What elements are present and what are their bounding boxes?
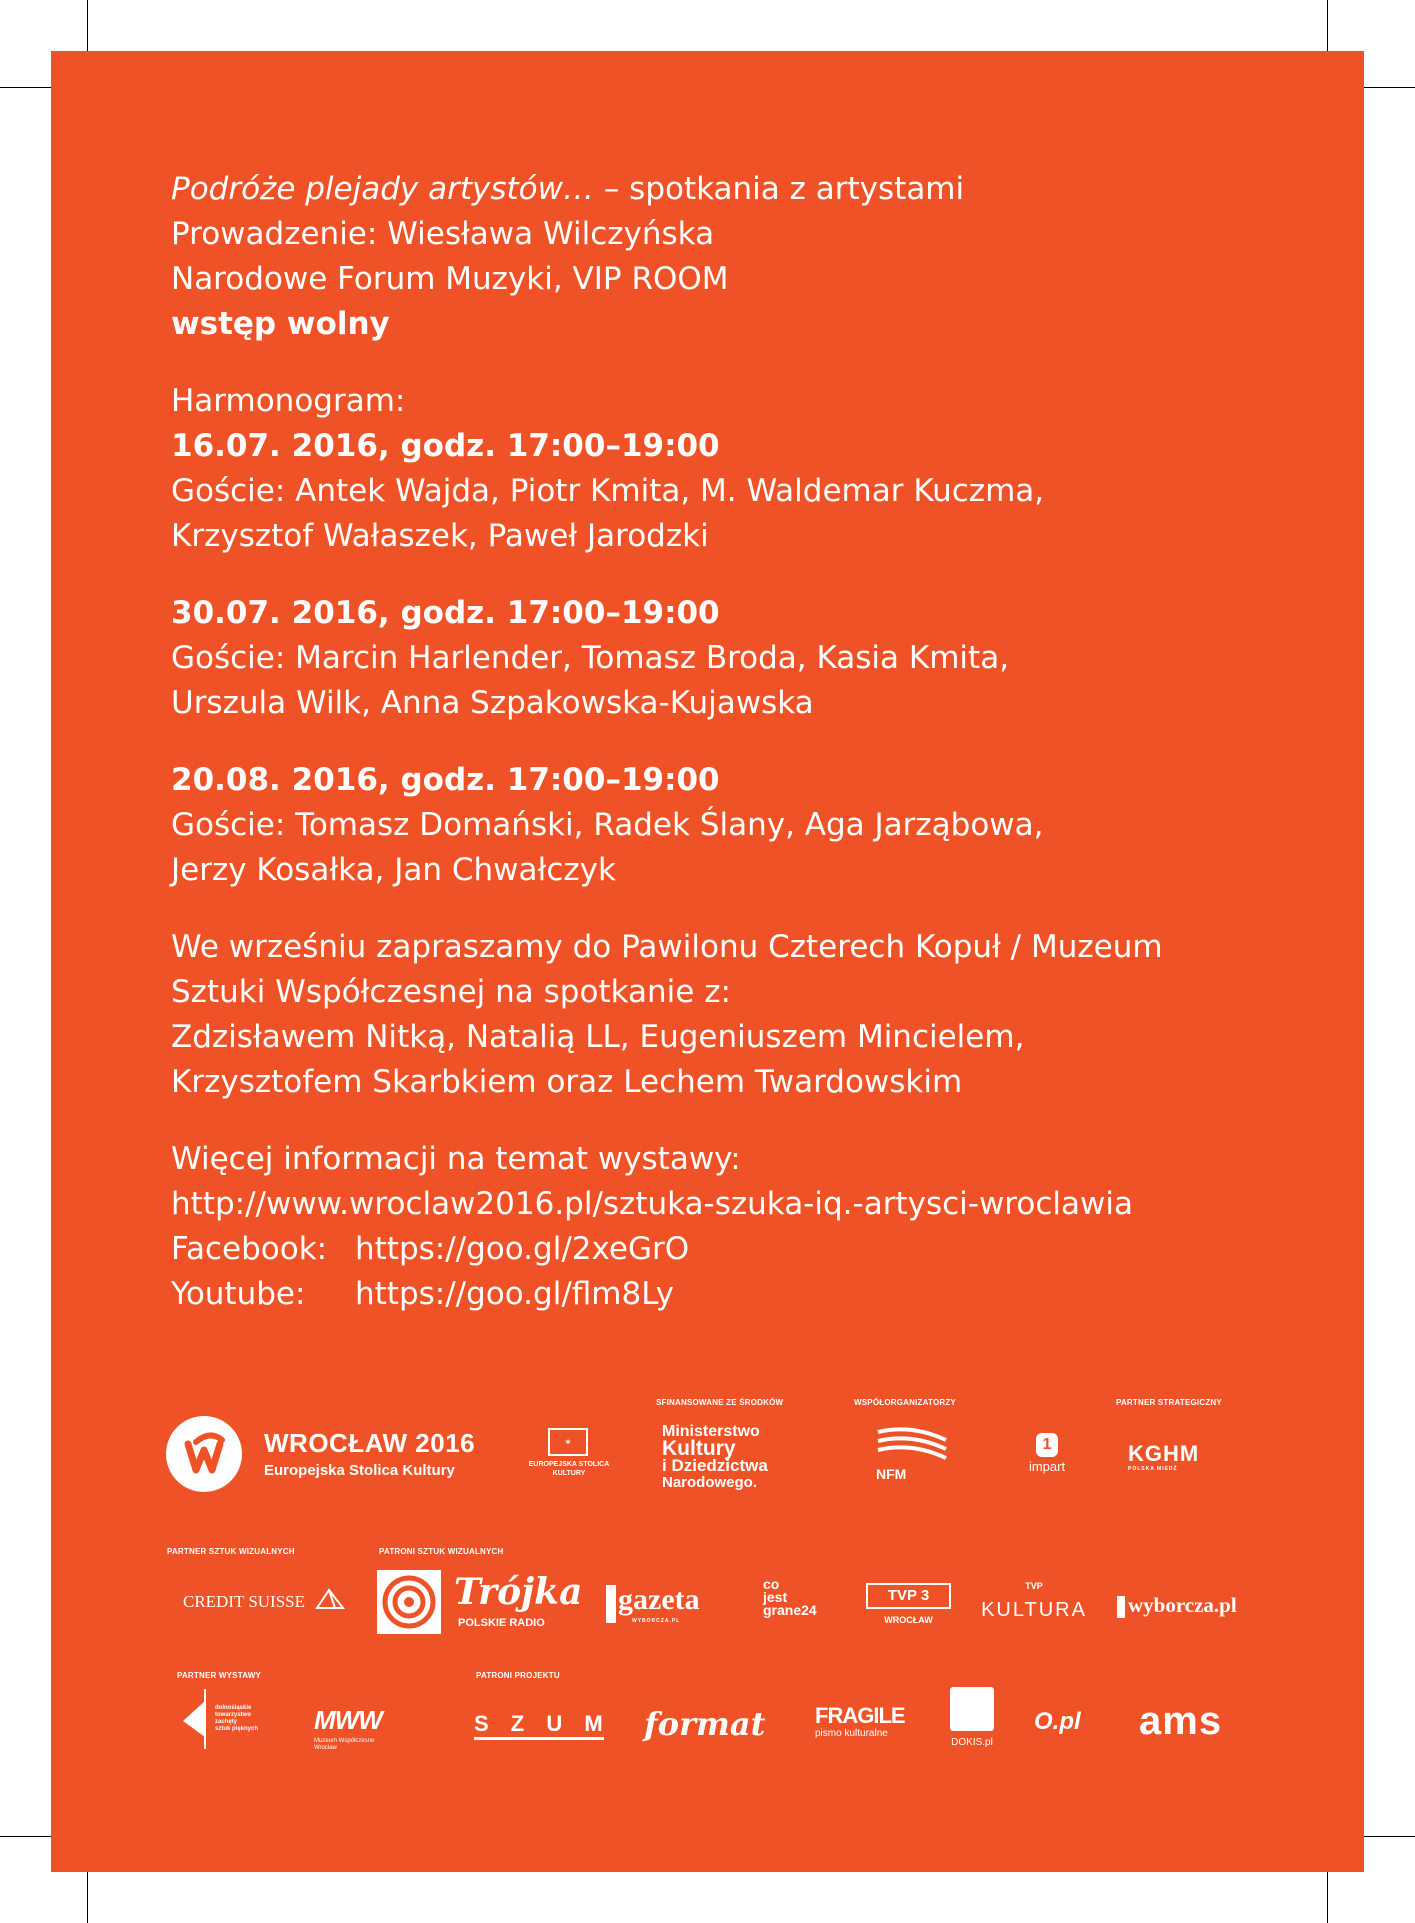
title-italic: Podróże plejady artystów… [171, 171, 594, 207]
kghm-logo [1128, 1441, 1238, 1481]
trojka-text: Trójka [454, 1571, 583, 1613]
gazeta-logo [606, 1583, 731, 1627]
event-guests: Krzysztof Wałaszek, Paweł Jarodzki [171, 518, 709, 554]
o-pl-text: O.pl [1034, 1708, 1081, 1735]
youtube-link[interactable]: https://goo.gl/flm8Ly [355, 1276, 674, 1312]
label-financed: SFINANSOWANE ZE ŚRODKÓW [656, 1398, 784, 1407]
gazeta-sub: WYBORCZA.PL [632, 1618, 681, 1624]
crop-mark [0, 87, 52, 88]
szum-text: S Z U M [474, 1711, 604, 1740]
tpsp-icon [181, 1687, 213, 1751]
tpsp-logo [181, 1687, 291, 1757]
event-date: 16.07. 2016, godz. 17:00–19:00 [171, 428, 720, 464]
kghm-text: KGHM [1128, 1441, 1200, 1466]
september-line: Krzysztofem Skarbkiem oraz Lechem Twardowskim [171, 1064, 963, 1100]
more-info-heading: Więcej informacji na temat wystawy: [171, 1141, 741, 1177]
crop-mark [87, 1871, 88, 1923]
tpsp-line: zachęty [215, 1719, 238, 1725]
wroclaw-w-icon [166, 1416, 242, 1492]
ministry-line: Narodowego. [662, 1474, 758, 1491]
tpsp-line: sztuk pięknych [215, 1726, 259, 1732]
gazeta-block-icon [606, 1585, 616, 1623]
flyer-text [171, 167, 1351, 1317]
tvp-kultura-logo [979, 1581, 1089, 1631]
exhibition-url[interactable]: http://www.wroclaw2016.pl/sztuka-szuka-iq.-artysci-wroclawia [171, 1186, 1133, 1222]
facebook-label: Facebook: [171, 1231, 328, 1267]
impart-icon: 1 [1036, 1433, 1058, 1457]
event-guests: Goście: Antek Wajda, Piotr Kmita, M. Waldemar Kuczma, [171, 473, 1045, 509]
crop-mark [1363, 1836, 1415, 1837]
format-logo [644, 1705, 774, 1745]
entry-line: wstęp wolny [171, 306, 390, 342]
fragile-sub: pismo kulturalne [815, 1728, 888, 1739]
event-guests: Goście: Tomasz Domański, Radek Ślany, Aga Jarząbowa, [171, 807, 1044, 843]
label-patrons-project: PATRONI PROJEKTU [476, 1671, 560, 1680]
format-text: format [644, 1705, 766, 1743]
event-guests: Jerzy Kosałka, Jan Chwałczyk [171, 852, 616, 888]
trojka-logo [376, 1569, 583, 1639]
cojestgrane-line: jest [763, 1589, 788, 1605]
title-rest: – spotkania z artystami [593, 171, 965, 207]
event-guests: Urszula Wilk, Anna Szpakowska-Kujawska [171, 685, 814, 721]
nfm-text: NFM [876, 1466, 907, 1482]
label-strategic: PARTNER STRATEGICZNY [1116, 1398, 1222, 1407]
event-title [171, 167, 1351, 212]
credit-suisse-text: CREDIT SUISSE [183, 1592, 306, 1611]
label-patrons-visual: PATRONI SZTUK WIZUALNYCH [379, 1547, 504, 1556]
tpsp-text [215, 1705, 258, 1733]
dokis-text: DOKIS.pl [951, 1737, 993, 1748]
venue-line: Narodowe Forum Muzyki, VIP ROOM [171, 261, 729, 297]
sails-icon [315, 1588, 345, 1610]
host-line: Prowadzenie: Wiesława Wilczyńska [171, 216, 715, 252]
label-partner-exhibition: PARTNER WYSTAWY [177, 1671, 262, 1680]
cojestgrane-logo [763, 1578, 843, 1633]
impart-text: impart [1028, 1459, 1066, 1474]
cojestgrane-line: co [763, 1576, 780, 1592]
event-guests: Goście: Marcin Harlender, Tomasz Broda, Kasia Kmita, [171, 640, 1010, 676]
impart-logo [1017, 1433, 1077, 1483]
trojka-sub: POLSKIE RADIO [458, 1617, 545, 1629]
crop-mark [1327, 0, 1328, 52]
ams-text: ams [1139, 1699, 1223, 1743]
tvp-kultura-text: KULTURA [981, 1599, 1087, 1621]
fragile-text: FRAGILE [815, 1703, 905, 1728]
crop-mark [1363, 87, 1415, 88]
september-line: Sztuki Współczesnej na spotkanie z: [171, 974, 731, 1010]
ministry-line: Kultury [662, 1437, 736, 1460]
trojka-icon [376, 1569, 442, 1635]
facebook-link[interactable]: https://goo.gl/2xeGrO [355, 1231, 690, 1267]
crop-mark [1327, 1871, 1328, 1923]
schedule-heading: Harmonogram: [171, 383, 406, 419]
cojestgrane-line: grane24 [763, 1602, 817, 1618]
tpsp-line: dolnośląskie [215, 1705, 252, 1711]
szum-logo [474, 1711, 611, 1743]
tvp3-sub: WROCŁAW [884, 1615, 933, 1625]
flyer-panel [51, 51, 1364, 1872]
wroclaw-subtitle: Europejska Stolica Kultury [264, 1462, 455, 1479]
wyborcza-logo [1117, 1593, 1257, 1623]
gazeta-text: gazeta [618, 1583, 700, 1616]
tvp3-text: TVP 3 [866, 1583, 951, 1609]
event-date: 20.08. 2016, godz. 17:00–19:00 [171, 762, 720, 798]
facebook-row [171, 1227, 1351, 1272]
o-pl-logo [1034, 1708, 1104, 1748]
ecoc-text: EUROPEJSKA STOLICA KULTURY [528, 1461, 610, 1477]
ministry-line: Ministerstwo [662, 1423, 760, 1440]
wroclaw-2016-logo [166, 1416, 506, 1496]
september-line: We wrześniu zapraszamy do Pawilonu Czterech Kopuł / Muzeum [171, 929, 1163, 965]
mww-text: MWW [314, 1705, 382, 1735]
mww-logo [314, 1705, 414, 1765]
dokis-icon [950, 1687, 994, 1731]
label-partner-visual: PARTNER SZTUK WIZUALNYCH [167, 1547, 295, 1556]
kghm-sub: POLSKA MIEDŹ [1128, 1466, 1178, 1472]
credit-suisse-logo [183, 1588, 353, 1628]
event-date: 30.07. 2016, godz. 17:00–19:00 [171, 595, 720, 631]
ministry-logo [662, 1423, 802, 1491]
nfm-logo [876, 1426, 956, 1486]
ams-logo [1139, 1699, 1259, 1749]
tpsp-line: towarzystwo [215, 1712, 252, 1718]
ecoc-logo [524, 1428, 614, 1488]
nfm-waves-icon [876, 1426, 948, 1462]
label-coorganizers: WSPÓŁORGANIZATORZY [854, 1398, 956, 1407]
youtube-row [171, 1272, 1351, 1317]
wyborcza-text: wyborcza.pl [1128, 1593, 1237, 1617]
dokis-logo [942, 1687, 1002, 1755]
tvp-kultura-top: TVP [1025, 1581, 1043, 1591]
ministry-line: i Dziedzictwa [662, 1456, 768, 1475]
september-line: Zdzisławem Nitką, Natalią LL, Eugeniuszem Mincielem, [171, 1019, 1025, 1055]
crop-mark [0, 1836, 52, 1837]
wyborcza-block-icon [1117, 1596, 1125, 1618]
wroclaw-title: WROCŁAW 2016 [264, 1428, 476, 1458]
eu-flag-icon: ✶ [548, 1428, 588, 1456]
fragile-logo [815, 1705, 915, 1750]
mww-sub: Muzeum Współczesne Wrocław [314, 1738, 375, 1751]
tvp3-logo [866, 1583, 951, 1629]
youtube-label: Youtube: [171, 1276, 306, 1312]
crop-mark [87, 0, 88, 52]
